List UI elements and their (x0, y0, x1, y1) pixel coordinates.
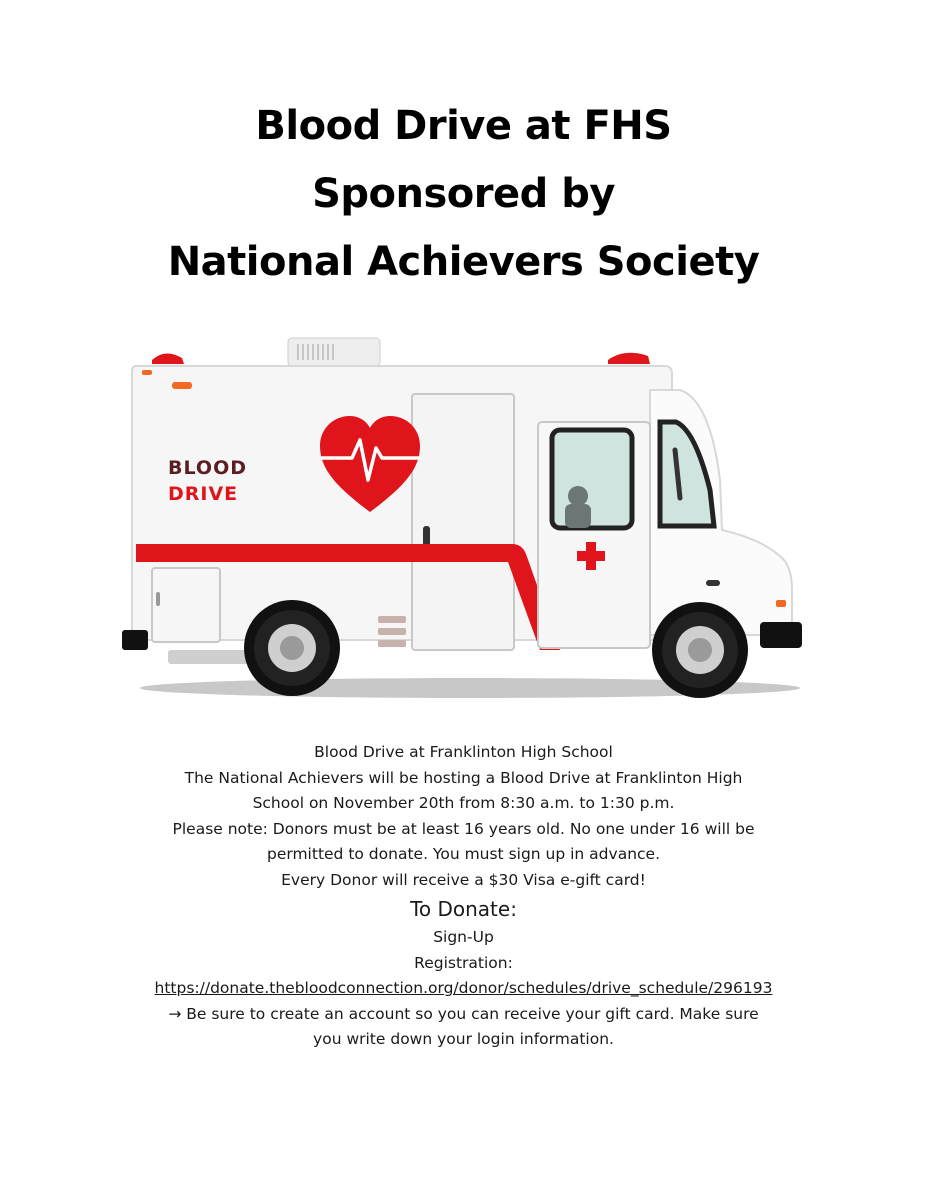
roof-ac-unit (288, 338, 380, 366)
roof-light-right (608, 353, 650, 364)
title-line-1: Blood Drive at FHS (255, 103, 672, 149)
van-decal-blood: BLOOD (168, 457, 247, 479)
flyer-title (0, 92, 927, 296)
roof-light-left (152, 353, 184, 364)
front-wheel (652, 602, 748, 698)
rear-bumper (122, 630, 148, 650)
van-decal-drive: DRIVE (168, 483, 239, 505)
rear-door (412, 394, 514, 650)
title-line-2: Sponsored by (312, 171, 615, 217)
rear-wheel (244, 600, 340, 696)
title-line-3: National Achievers Society (167, 239, 760, 285)
intro-line-1: The National Achievers will be hosting a Blood Drive at Franklinton High (184, 768, 743, 787)
storage-compartment (152, 568, 220, 642)
event-details (100, 740, 827, 1053)
registration-label: Registration: (414, 953, 513, 972)
age-note-line-1: Please note: Donors must be at least 16 years old. No one under 16 will be (172, 819, 755, 838)
side-window (552, 430, 632, 528)
gift-card-line: Every Donor will receive a $30 Visa e-gift card! (281, 870, 646, 889)
signup-label: Sign-Up (433, 928, 494, 946)
to-donate-heading: To Donate: (410, 897, 517, 921)
front-bumper (760, 622, 802, 648)
reminder-line-1: → Be sure to create an account so you can receive your gift card. Make sure (168, 1004, 759, 1023)
intro-line-2: School on November 20th from 8:30 a.m. to 1:30 p.m. (252, 794, 675, 812)
blood-drive-van-illustration (120, 330, 810, 705)
reminder-line-2: you write down your login information. (313, 1030, 614, 1048)
registration-link[interactable]: https://donate.thebloodconnection.org/donor/schedules/drive_schedule/296193 (154, 979, 773, 997)
event-location-heading: Blood Drive at Franklinton High School (314, 743, 613, 761)
age-note-line-2: permitted to donate. You must sign up in advance. (266, 845, 661, 863)
